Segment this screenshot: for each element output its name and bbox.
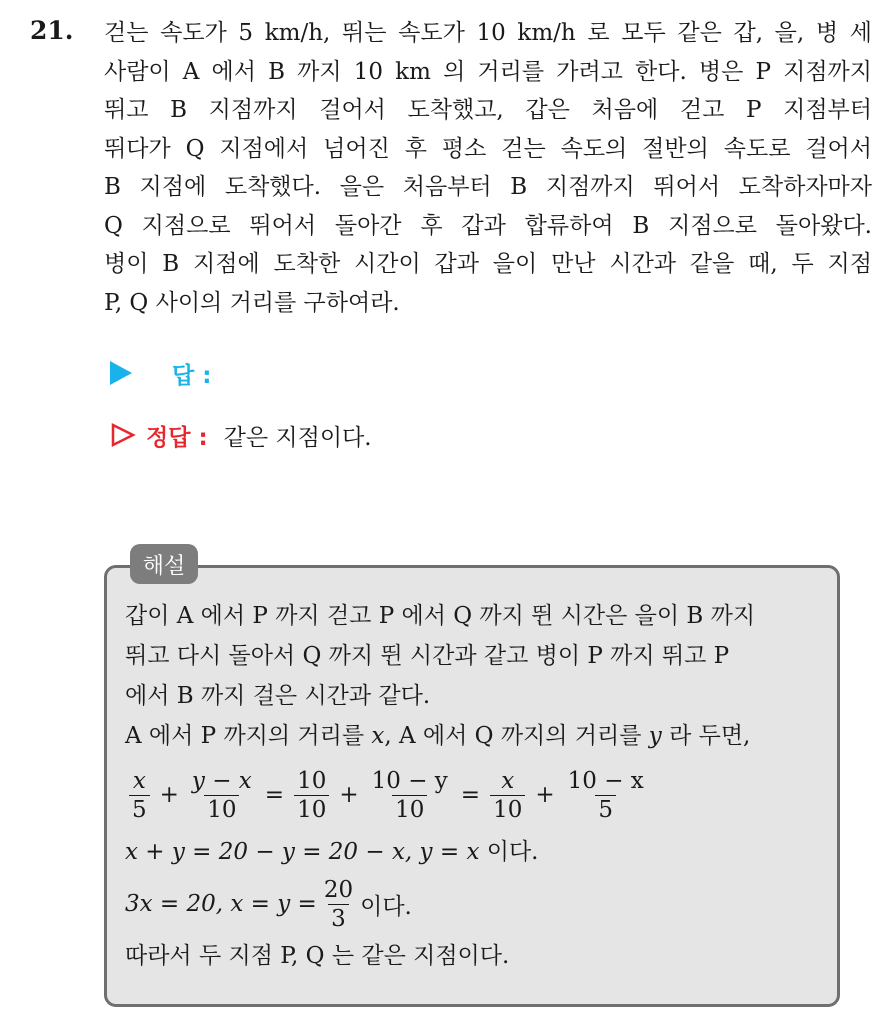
answer-row — [110, 356, 211, 390]
fraction: $\frac{y - x}{10}$ — [191, 767, 252, 823]
problem-line: 사람이 A 에서 B 까지 10 km 의 거리를 가려고 한다. 병은 P 지점까지 — [104, 58, 872, 85]
fraction: $\frac{x}{10}$ — [490, 767, 525, 824]
math-variable: x — [371, 723, 385, 749]
fraction: $\frac{10 - y}{10}$ — [371, 767, 448, 823]
text-segment: 이다. — [360, 893, 412, 920]
outline-triangle-icon — [110, 422, 136, 448]
solution-line: 뛰고 다시 돌아서 Q 까지 뛴 시간과 같고 병이 P 까지 뛰고 P — [125, 643, 730, 669]
problem-number: 21. — [30, 16, 74, 45]
fraction: $\frac{x}{5}$ — [129, 767, 150, 824]
fraction: $\frac{20}{3}$ — [323, 876, 354, 932]
solution-line: 따라서 두 지점 P, Q 는 같은 지점이다. — [125, 943, 510, 969]
math-expression: x + y = 20 − y = 20 − x, y = x — [125, 839, 480, 865]
problem-line: 걷는 속도가 5 km/h, 뛰는 속도가 10 km/h 로 모두 같은 갑, 을, 병 세 — [104, 20, 872, 46]
play-triangle-icon — [110, 361, 132, 385]
operator: = — [460, 782, 481, 808]
correct-answer-row — [110, 418, 372, 452]
math-variable: y — [648, 723, 662, 749]
solution-tab: 해설 — [130, 544, 198, 584]
problem-line: 뛰다가 Q 지점에서 넘어진 후 평소 걷는 속도의 절반의 속도로 걸어서 — [104, 135, 872, 162]
text-segment: , A 에서 Q 까지의 거리를 — [384, 723, 649, 749]
problem-line: P, Q 사이의 거리를 구하여라. — [104, 289, 400, 316]
equation — [125, 762, 825, 828]
text-segment: A 에서 P 까지의 거리를 — [125, 723, 372, 749]
solution-line: 갑이 A 에서 P 까지 걷고 P 에서 Q 까지 뛴 시간은 을이 B 까지 — [125, 603, 756, 629]
solution-line — [125, 832, 825, 872]
solution-line: 에서 B 까지 걸은 시간과 같다. — [125, 683, 431, 709]
text-segment: 라 두면, — [661, 723, 751, 749]
math-expression: 3x = 20, x = y = — [125, 891, 317, 917]
operator: + — [339, 782, 359, 808]
text-segment: 이다. — [479, 839, 539, 865]
solution-text — [125, 596, 825, 976]
solution-line — [125, 716, 825, 756]
answer-label: 답 : — [172, 362, 212, 389]
operator: + — [159, 782, 179, 808]
correct-answer-label: 정답 : — [146, 424, 208, 451]
problem-line: B 지점에 도착했다. 을은 처음부터 B 지점까지 뛰어서 도착하자마자 — [104, 174, 872, 200]
problem-line: 뛰고 B 지점까지 걸어서 도착했고, 갑은 처음에 걷고 P 지점부터 — [104, 97, 872, 123]
correct-answer-text: 같은 지점이다. — [223, 424, 372, 451]
fraction: $\frac{10 - x}{5}$ — [567, 767, 644, 823]
problem-line: Q 지점으로 뛰어서 돌아간 후 갑과 합류하여 B 지점으로 돌아왔다. — [104, 212, 872, 239]
operator: = — [264, 782, 285, 808]
fraction: $\frac{10}{10}$ — [294, 767, 329, 824]
solution-line — [125, 872, 825, 936]
operator: + — [535, 782, 555, 808]
problem-text — [104, 14, 872, 322]
problem-line: 병이 B 지점에 도착한 시간이 갑과 을이 만난 시간과 같을 때, 두 지점 — [104, 251, 872, 277]
